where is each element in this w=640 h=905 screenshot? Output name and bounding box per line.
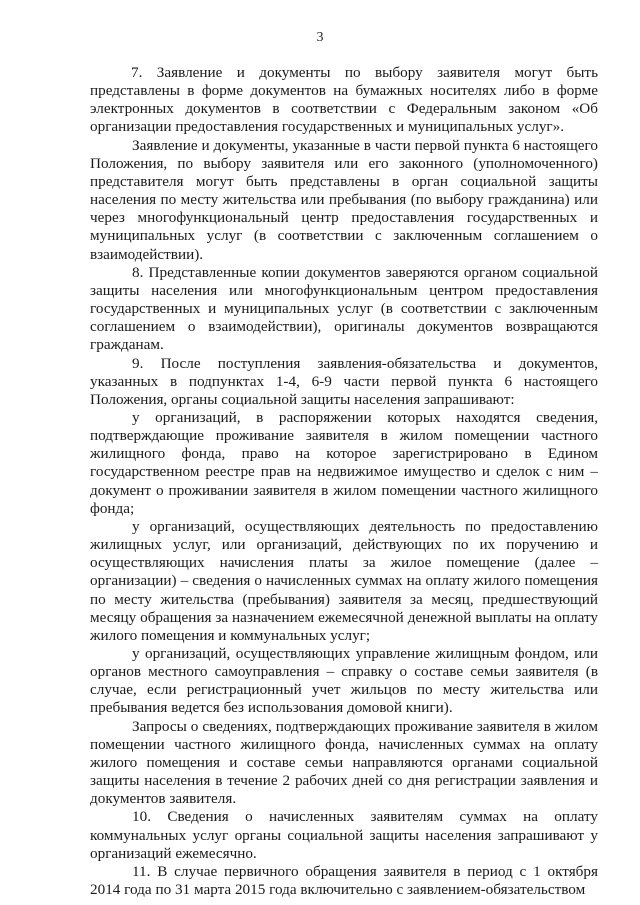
page-number: 3 [316,30,324,45]
paragraph-8: 8. Представленные копии документов заверяются органом социальной защиты населения или многофункциональным центром предоставления государственных и муниципальных услуг (в соответствии с заключенным соглашением о взаимодействии), оригиналы документов возвращаются гражданам. [90,263,598,354]
paragraph-9-item-1: у организаций, в распоряжении которых находятся сведения, подтверждающие проживание заявителя в жилом помещении частного жилищного фонда, право на которое зарегистрировано в Едином государственном реестре прав на недвижимое имущество и сделок с ним – документ о проживании заявителя в жилом помещении частного жилищного фонда; [90,408,598,517]
paragraph-9: 9. После поступления заявления-обязательства и документов, указанных в подпунктах 1-4, 6-9 части первой пункта 6 настоящего Положения, органы социальной защиты населения запрашивают: [90,354,598,408]
paragraph-7-continued: Заявление и документы, указанные в части первой пункта 6 настоящего Положения, по выбору заявителя или его законного (уполномоченного) представителя могут быть представлены в орган социальной защиты населения по месту жительства или пребывания (по выбору гражданина) или через многофункциональный центр предоставления государственных и муниципальных услуг (в соответствии с заключенным соглашением о взаимодействии). [90,136,598,263]
paragraph-9-item-3: у организаций, осуществляющих управление жилищным фондом, или органов местного самоуправления – справку о составе семьи заявителя (в случае, если регистрационный учет жильцов по месту жительства или пребывания ведется без использования домовой книги). [90,645,598,717]
paragraph-9-item-2: у организаций, осуществляющих деятельность по предоставлению жилищных услуг, или организаций, действующих по их поручению и осуществляющих начисления платы за жилое помещение (далее – организации) – сведения о начисленных суммах на оплату жилого помещения по месту жительства (пребывания) заявителя за месяц, предшествующий месяцу обращения за назначением ежемесячной денежной выплаты на оплату жилого помещения и коммунальных услуг; [90,517,598,644]
paragraph-11: 11. В случае первичного обращения заявителя в период с 1 октября 2014 года по 31 марта 2015 года включительно с заявлением-обязательством [90,862,598,899]
paragraph-10: 10. Сведения о начисленных заявителям суммах на оплату коммунальных услуг органы социальной защиты населения запрашивают у организаций ежемесячно. [90,808,598,862]
paragraph-7: 7. Заявление и документы по выбору заявителя могут быть представлены в форме документов на бумажных носителях либо в форме электронных документов в соответствии с Федеральным законом «Об организации предоставления государственных и муниципальных услуг». [90,64,598,136]
document-body [90,64,598,899]
paragraph-9-requests: Запросы о сведениях, подтверждающих проживание заявителя в жилом помещении частного жилищного фонда, начисленных суммах на оплату жилого помещения и составе семьи направляются органами социальной защиты населения в течение 2 рабочих дней со дня регистрации заявления и документов заявителя. [90,717,598,808]
